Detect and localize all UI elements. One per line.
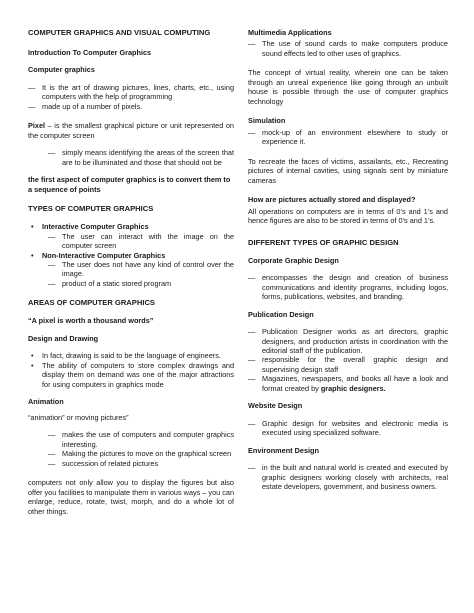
website-item: — Graphic design for websites and electronic media is executed using specialized software. [248, 419, 448, 438]
multimedia-item: — The use of sound cards to make computers produce sound effects led to other uses of graphics. [248, 39, 448, 58]
design-heading: Design and Drawing [28, 333, 99, 343]
document-title: COMPUTER GRAPHICS AND VISUAL COMPUTING [28, 28, 211, 37]
publication-heading: Publication Design [248, 309, 314, 319]
cg-item: — made up of a number of pixels. [28, 102, 234, 111]
noninteractive-sub-item: — product of a static stored program [48, 279, 234, 288]
pixel-definition [28, 121, 234, 140]
design-bullet: • The ability of computers to store complex drawings and display them on demand was one of the major attractions for using computers in graphics mode [28, 361, 234, 389]
right-column [248, 28, 448, 492]
types-heading: TYPES OF COMPUTER GRAPHICS [28, 204, 154, 214]
animation-heading: Animation [28, 397, 64, 407]
animation-item: — Making the pictures to move on the graphical screen [48, 449, 234, 458]
pixel-quote: “A pixel is worth a thousand words” [28, 316, 154, 326]
publication-item: — Publication Designer works as art directors, graphic designers, and production artists in coordination with the editorial staff of the publication. [248, 327, 448, 355]
left-column [28, 28, 234, 516]
environment-heading: Environment Design [248, 445, 319, 455]
first-aspect-text: the first aspect of computer graphics is to convert them to a sequence of points [28, 175, 231, 194]
cg-item: — It is the art of drawing pictures, lines, charts, etc., using computers with the help of programming [28, 83, 234, 102]
virtual-reality-paragraph: The concept of virtual reality, wherein one can be taken through an unreal experience like going through an unbuilt house is possible through the use of computer graphics technology [248, 68, 448, 106]
publication-last-bold: graphic designers. [320, 383, 386, 393]
closing-paragraph: computers not only allow you to display the figures but also offer you facilities to manipulate them in various ways – you can enlarge, reduce, rotate, twist, morph, and do a whole lot of other things. [28, 478, 234, 516]
publication-item [248, 374, 448, 393]
design-types-heading: DIFFERENT TYPES OF GRAPHIC DESIGN [248, 237, 399, 247]
simulation-heading: Simulation [248, 116, 286, 126]
pixel-sub-item: — simply means identifying the areas of the screen that are to be illuminated and those that should not be [48, 148, 234, 167]
storage-paragraph: All operations on computers are in terms of 0’s and 1’s and hence figures are also to be stored in terms of 0’s and 1’s. [248, 206, 448, 226]
animation-item: — makes the use of computers and computer graphics interesting. [48, 430, 234, 449]
storage-heading: How are pictures actually stored and displayed? [248, 195, 416, 205]
animation-item: — succession of related pictures [48, 459, 234, 468]
environment-item: — in the built and natural world is created and executed by graphic designers working closely with architects, real estate developers, government, and business owners. [248, 463, 448, 491]
pixel-text: – is the smallest graphical picture or unit represented on the computer screen [28, 121, 234, 140]
corporate-item: — encompasses the design and creation of business communications and identity programs, including logos, forms, publications, websites, and branding. [248, 273, 448, 301]
interactive-title: • Interactive Computer Graphics [28, 222, 234, 231]
areas-heading: AREAS OF COMPUTER GRAPHICS [28, 298, 155, 308]
corporate-heading: Corporate Graphic Design [248, 255, 339, 265]
pixel-term: Pixel [28, 121, 46, 131]
design-bullet: • In fact, drawing is said to be the language of engineers. [28, 351, 234, 360]
publication-item: — responsible for the overall graphic design and supervising design staff [248, 355, 448, 374]
interactive-sub-item: — The user can interact with the image on the computer screen [48, 232, 234, 251]
noninteractive-sub-item: — The user does not have any kind of control over the image. [48, 260, 234, 279]
intro-heading: Introduction To Computer Graphics [28, 47, 152, 57]
publication-last-text: Magazines, newspapers, and books all have a look and format created by [262, 374, 448, 393]
multimedia-heading: Multimedia Applications [248, 28, 332, 37]
computer-graphics-heading: Computer graphics [28, 65, 95, 75]
simulation-item: — mock-up of an environment elsewhere to study or experience it. [248, 128, 448, 147]
noninteractive-title: • Non-Interactive Computer Graphics [28, 251, 234, 260]
website-heading: Website Design [248, 401, 303, 411]
recreate-paragraph: To recreate the faces of victims, assailants, etc., Recreating pictures of internal cavities, using signals sent by miniature cameras [248, 156, 448, 185]
animation-intro: “animation” or moving pictures” [28, 412, 129, 422]
